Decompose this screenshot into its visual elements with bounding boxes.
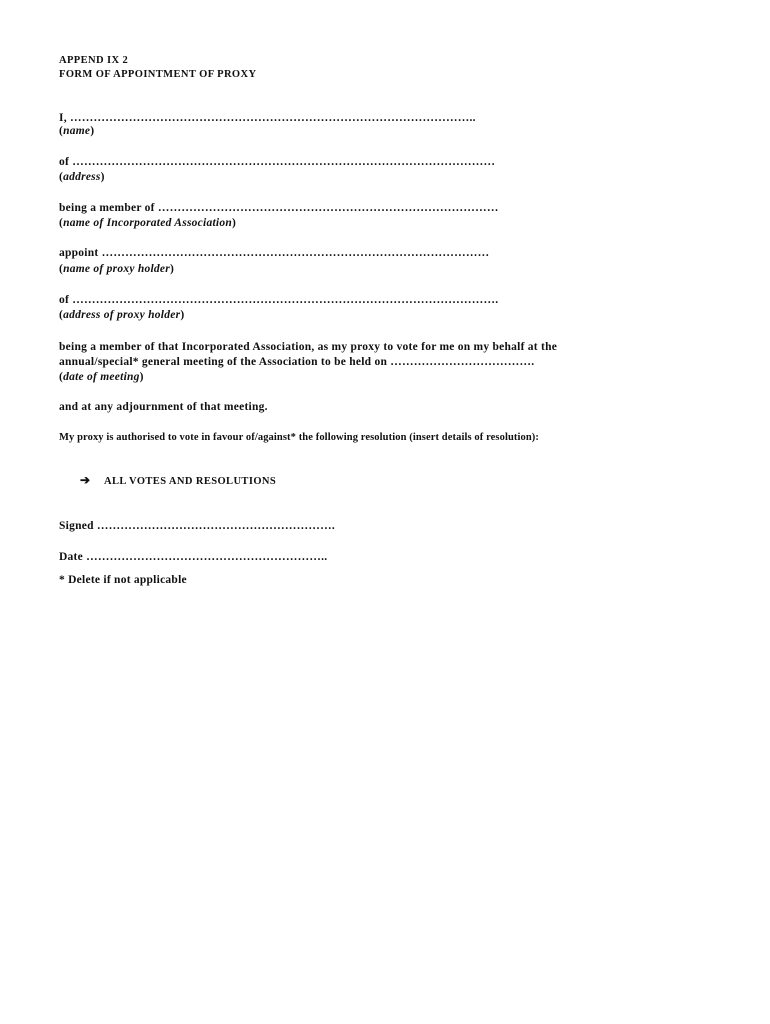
name-field-hint: (name) [59,125,95,137]
proxy-address-field-line: of ………………………………………………………………………………………………. [59,294,499,306]
date-line: Date …………………………………………………….. [59,551,328,563]
address-field-hint: (address) [59,171,105,183]
appointment-paragraph-line1: being a member of that Incorporated Association, as my proxy to vote for me on my behalf at the [59,341,558,353]
association-field-hint: (name of Incorporated Association) [59,217,237,229]
association-field-line: being a member of …………………………………………………………………………… [59,202,499,214]
meeting-date-hint-text: date of meeting [63,371,140,383]
appendix-label: APPEND IX 2 [59,55,129,66]
arrow-right-icon: ➔ [80,473,91,487]
association-hint-text: name of Incorporated Association [63,217,232,229]
address-hint-text: address [63,171,101,183]
name-hint-text: name [63,125,91,137]
adjournment-text: and at any adjournment of that meeting. [59,401,268,413]
proxy-name-hint-text: name of proxy holder [63,263,170,275]
proxy-address-hint-text: address of proxy holder [63,309,181,321]
proxy-address-field-hint: (address of proxy holder) [59,309,185,321]
footnote: * Delete if not applicable [59,574,187,586]
authorisation-text: My proxy is authorised to vote in favour of/against* the following resolution (insert details of resolution): [59,432,539,443]
meeting-date-hint: (date of meeting) [59,371,144,383]
address-field-line: of ……………………………………………………………………………………………… [59,156,496,168]
name-field-line: I, ………………………………………………………………………………………….. [59,112,476,124]
resolution-item [80,473,276,488]
signed-line: Signed ……………………………………………………. [59,520,335,532]
appointment-paragraph-line2: annual/special* general meeting of the Association to be held on ………………………………. [59,356,535,368]
resolution-text: ALL VOTES AND RESOLUTIONS [104,476,277,487]
form-title: FORM OF APPOINTMENT OF PROXY [59,69,257,80]
proxy-name-field-line: appoint ……………………………………………………………………………………… [59,247,490,259]
proxy-name-field-hint: (name of proxy holder) [59,263,175,275]
